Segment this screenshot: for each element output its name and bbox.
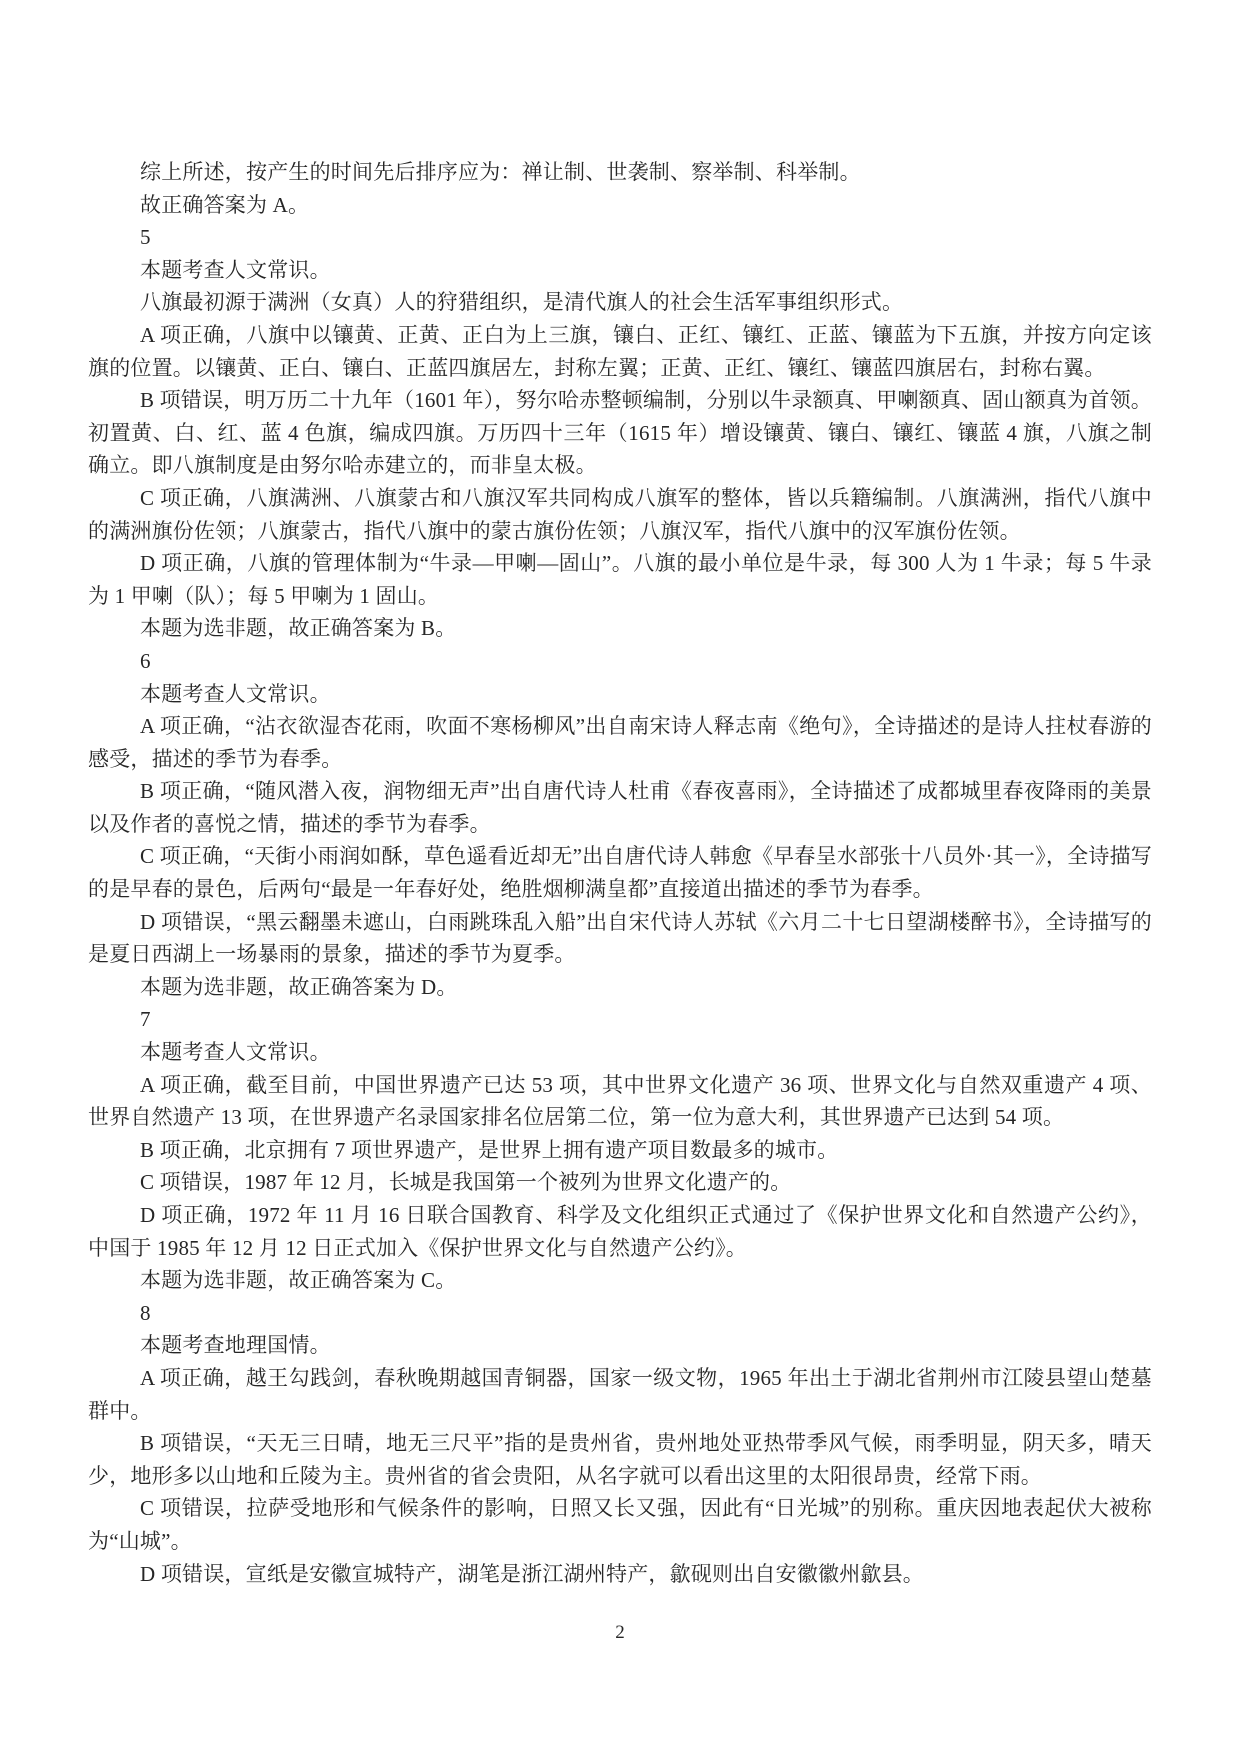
paragraph: C 项错误，拉萨受地形和气候条件的影响，日照又长又强，因此有“日光城”的别称。重庆因地表起伏大被称为“山城”。	[88, 1496, 1152, 1553]
page-number: 2	[615, 1622, 625, 1643]
paragraph: A 项正确，八旗中以镶黄、正黄、正白为上三旗，镶白、正红、镶红、正蓝、镶蓝为下五旗，并按方向定该旗的位置。以镶黄、正白、镶白、正蓝四旗居左，封称左翼；正黄、正红、镶红、镶蓝四旗居右，封称右翼。	[88, 322, 1152, 380]
paragraph: 故正确答案为 A。	[140, 192, 310, 217]
paragraph: A 项正确，越王勾践剑，春秋晚期越国青铜器，国家一级文物，1965 年出土于湖北省荆州市江陵县望山楚墓群中。	[88, 1365, 1152, 1423]
question-section-5	[88, 221, 1152, 645]
question-section-7	[88, 1003, 1152, 1296]
paragraph: B 项错误，“天无三日晴，地无三尺平”指的是贵州省，贵州地处亚热带季风气候，雨季明显，阴天多，晴天少，地形多以山地和丘陵为主。贵州省的省会贵阳，从名字就可以看出这里的太阳很昂贵，经常下雨。	[88, 1431, 1152, 1488]
paragraph: 本题考查地理国情。	[140, 1333, 331, 1358]
paragraph: D 项正确，八旗的管理体制为“牛录—甲喇—固山”。八旗的最小单位是牛录，每 300 人为 1 牛录；每 5 牛录为 1 甲喇（队）；每 5 甲喇为 1 固山。	[88, 551, 1152, 608]
paragraph: C 项正确，“天街小雨润如酥，草色遥看近却无”出自唐代诗人韩愈《早春呈水部张十八员外·其一》，全诗描写的是早春的景色，后两句“最是一年春好处，绝胜烟柳满皇都”直接道出描述的季节为春季。	[88, 844, 1152, 902]
answer-explanations	[88, 156, 1152, 1590]
paragraph: 本题为选非题，故正确答案为 B。	[140, 616, 457, 641]
paragraph: B 项正确，“随风潜入夜，润物细无声”出自唐代诗人杜甫《春夜喜雨》，全诗描述了成都城里春夜降雨的美景以及作者的喜悦之情，描述的季节为春季。	[88, 779, 1152, 836]
paragraph: D 项错误，宣纸是安徽宣城特产，湖笔是浙江湖州特产，歙砚则出自安徽徽州歙县。	[140, 1561, 925, 1586]
paragraph: 八旗最初源于满洲（女真）人的狩猎组织，是清代旗人的社会生活军事组织形式。	[140, 290, 904, 315]
paragraph: C 项错误，1987 年 12 月，长城是我国第一个被列为世界文化遗产的。	[140, 1170, 792, 1195]
paragraph: B 项错误，明万历二十九年（1601 年），努尔哈赤整顿编制，分别以牛录额真、甲喇额真、固山额真为首领。初置黄、白、红、蓝 4 色旗，编成四旗。万历四十三年（1615 年）增设镶黄、镶白、镶红、镶蓝 4 旗，八旗之制确立。即八旗制度是由努尔哈赤建立的，而非皇太极。	[88, 388, 1152, 478]
paragraph: 本题考查人文常识。	[140, 257, 331, 282]
question-section-6	[88, 645, 1152, 1004]
paragraph: 本题为选非题，故正确答案为 D。	[140, 974, 458, 999]
paragraph: 本题为选非题，故正确答案为 C。	[140, 1268, 457, 1293]
paragraph: D 项正确，1972 年 11 月 16 日联合国教育、科学及文化组织正式通过了《保护世界文化和自然遗产公约》，中国于 1985 年 12 月 12 日正式加入《保护世界文化与自然遗产公约》。	[88, 1203, 1152, 1260]
question-number: 8	[140, 1300, 151, 1325]
paragraph: A 项正确，“沾衣欲湿杏花雨，吹面不寒杨柳风”出自南宋诗人释志南《绝句》，全诗描述的是诗人拄杖春游的感受，描述的季节为春季。	[88, 714, 1152, 771]
paragraph: 综上所述，按产生的时间先后排序应为：禅让制、世袭制、察举制、科举制。	[140, 160, 861, 184]
question-section-8	[88, 1297, 1152, 1590]
paragraph: 本题考查人文常识。	[140, 681, 331, 706]
question-number: 5	[140, 225, 151, 250]
paragraph: 本题考查人文常识。	[140, 1040, 331, 1065]
question-number: 6	[140, 648, 151, 673]
paragraph: D 项错误，“黑云翻墨未遮山，白雨跳珠乱入船”出自宋代诗人苏轼《六月二十七日望湖楼醉书》，全诗描写的是夏日西湖上一场暴雨的景象，描述的季节为夏季。	[88, 909, 1152, 967]
page-footer	[0, 1622, 1240, 1644]
paragraph: B 项正确，北京拥有 7 项世界遗产，是世界上拥有遗产项目数最多的城市。	[140, 1137, 839, 1162]
paragraph: A 项正确，截至目前，中国世界遗产已达 53 项，其中世界文化遗产 36 项、世界文化与自然双重遗产 4 项、世界自然遗产 13 项，在世界遗产名录国家排名位居第二位，第一位为意大利，其世界遗产已达到 54 项。	[88, 1072, 1152, 1130]
question-number: 7	[140, 1007, 151, 1032]
paragraph: C 项正确，八旗满洲、八旗蒙古和八旗汉军共同构成八旗军的整体，皆以兵籍编制。八旗满洲，指代八旗中的满洲旗份佐领；八旗蒙古，指代八旗中的蒙古旗份佐领；八旗汉军，指代八旗中的汉军旗份佐领。	[88, 485, 1152, 543]
